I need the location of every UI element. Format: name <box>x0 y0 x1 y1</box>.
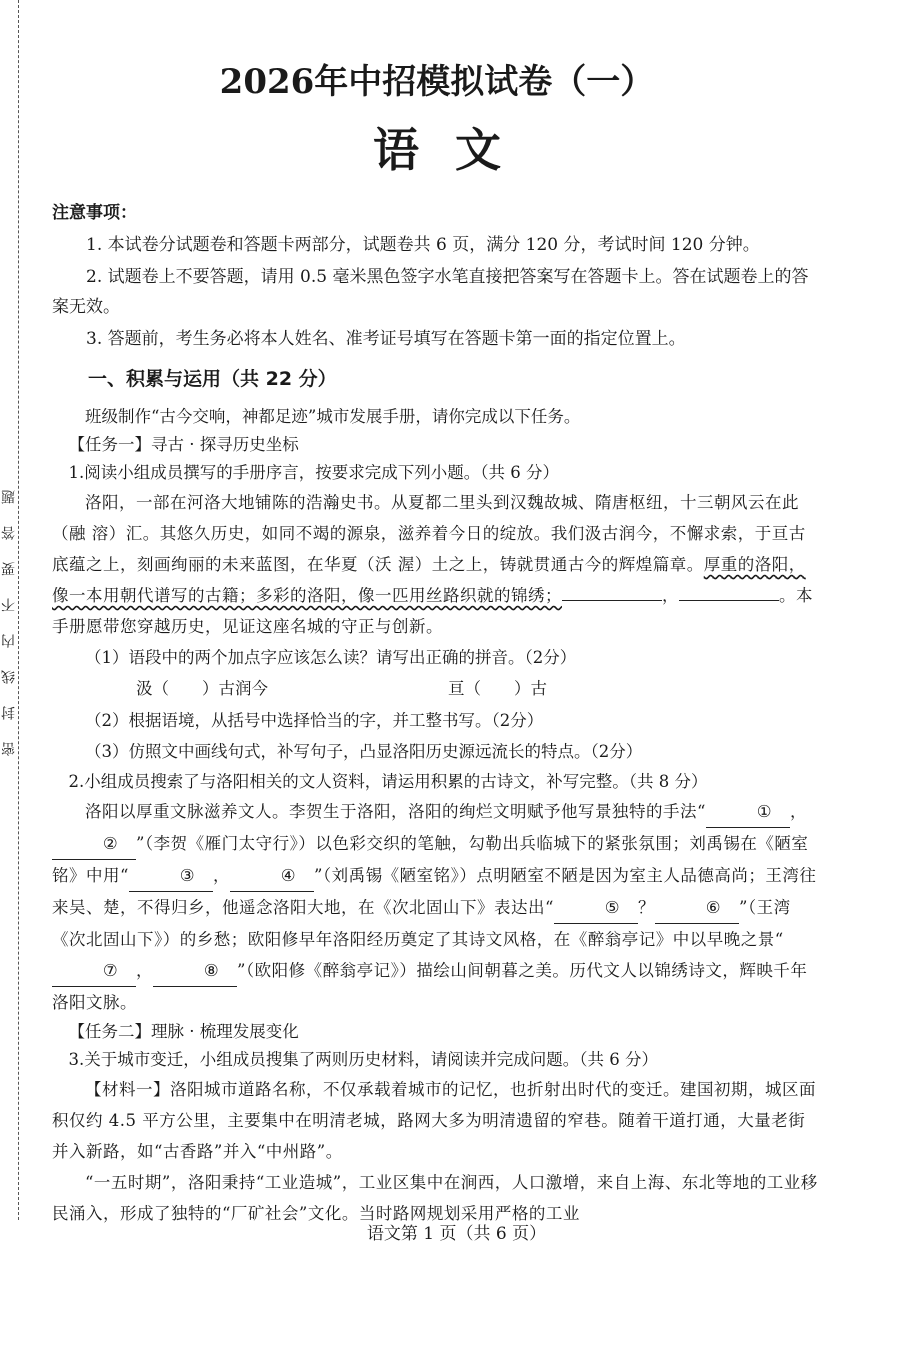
blank-8: ⑧ <box>153 955 237 987</box>
question-1-sub-3: （3）仿照文中画线句式，补写句子，凸显洛阳历史源远流长的特点。（2分） <box>85 742 643 761</box>
q2-comma-2: ， <box>212 866 230 885</box>
notice-title: 注意事项： <box>52 203 137 223</box>
section-intro: 班级制作“古今交响，神都足迹”城市发展手册，请你完成以下任务。 <box>85 407 581 426</box>
passage-separator: ， <box>662 586 679 605</box>
binding-dashed-line <box>18 0 19 1220</box>
blank-5: ⑤ <box>554 892 638 924</box>
passage-blank-1 <box>562 600 662 601</box>
blank-1: ① <box>706 796 790 828</box>
passage-underlined-sentence: 厚重的洛阳，像一本用朝代谱写的古籍；多彩的洛阳，像一匹用丝路织就的锦绣； <box>52 555 806 605</box>
blank-6: ⑥ <box>655 892 739 924</box>
exam-page <box>52 58 822 1229</box>
pinyin-item-1: 汲（ ）古润今 <box>136 679 268 698</box>
q2-text-1: 洛阳以厚重文脉滋养文人。李贺生于洛阳，洛阳的绚烂文明赋予他写景独特的手法“ <box>85 802 706 821</box>
exam-title: 2026年中招模拟试卷（一） <box>219 62 655 102</box>
binding-strip <box>0 0 26 1345</box>
q2-question-mark: ？ <box>637 898 655 917</box>
q2-text-4: ”（王湾《次北固山下》）的乡愁；欧阳修早年洛阳经历奠定了其诗文风格，在《醉翁亭记》中以早晚之景“ <box>52 898 791 949</box>
question-2-passage <box>52 796 822 1018</box>
q2-text-2: ”（李贺《雁门太守行》）以色彩交织的笔触，勾勒出兵临城下的紧张氛围；刘禹锡在《陋室铭》中用“ <box>52 834 809 885</box>
question-1-sub-1: （1）语段中的两个加点字应该怎么读？请写出正确的拼音。（2分） <box>85 648 577 667</box>
notice-item-3: 3. 答题前，考生务必将本人姓名、准考证号填写在答题卡第一面的指定位置上。 <box>86 329 686 349</box>
question-1-passage <box>52 487 822 642</box>
blank-4: ④ <box>230 860 314 892</box>
binding-seal-text: 密封线内不要答题 <box>1 468 17 756</box>
blank-7: ⑦ <box>52 955 136 987</box>
passage-part-a: 洛阳，一部在河洛大地铺陈的浩瀚史书。从夏都二里头到汉魏故城、隋唐枢纽，十三朝风云在此（融 溶）汇。其悠久历史，如同不竭的源泉，滋养着今日的绽放。我们汲古润今，不懈求索，于亘古底蕴之上，刻画绚丽的未来蓝图，在华夏（沃 渥）土之上，铸就贯通古今的辉煌篇章。 <box>52 493 806 574</box>
q2-comma-1: ， <box>789 802 807 821</box>
section-heading: 一、积累与运用（共 22 分） <box>88 368 337 390</box>
question-2-stem: 2.小组成员搜索了与洛阳相关的文人资料，请运用积累的古诗文，补写完整。（共 8 分） <box>68 772 708 791</box>
notice-item-1: 1. 本试卷分试题卷和答题卡两部分，试题卷共 6 页，满分 120 分，考试时间 120 分钟。 <box>86 235 760 255</box>
material-1-text: 洛阳城市道路名称，不仅承载着城市的记忆，也折射出时代的变迁。建国初期，城区面积仅约 4.5 平方公里，主要集中在明清老城，路网大多为明清遗留的窄巷。随着干道打通，大量老街并入新路，如“古香路”并入“中州路”。 <box>52 1080 816 1161</box>
notice-item-2: 2. 试题卷上不要答题，请用 0.5 毫米黑色签字水笔直接把答案写在答题卡上。答在试题卷上的答案无效。 <box>52 267 809 317</box>
q2-text-5: ”（欧阳修《醉翁亭记》）描绘山间朝暮之美。历代文人以锦绣诗文，辉映千年洛阳文脉。 <box>52 961 808 1012</box>
material-1 <box>52 1074 822 1167</box>
blank-3: ③ <box>129 860 213 892</box>
question-3-stem: 3.关于城市变迁，小组成员搜集了两则历史材料，请阅读并完成问题。（共 6 分） <box>68 1050 658 1069</box>
pinyin-row <box>52 673 822 705</box>
task-2-heading: 【任务二】理脉 · 梳理发展变化 <box>68 1022 299 1041</box>
passage-blank-2 <box>679 600 779 601</box>
material-1-continued: “一五时期”，洛阳秉持“工业造城”，工业区集中在涧西，人口激增，来自上海、东北等地的工业移民涌入，形成了独特的“厂矿社会”文化。当时路网规划采用严格的工业 <box>52 1173 818 1223</box>
material-1-label: 【材料一】 <box>85 1080 170 1099</box>
blank-2: ② <box>52 828 136 860</box>
question-1-stem: 1.阅读小组成员撰写的手册序言，按要求完成下列小题。（共 6 分） <box>68 463 559 482</box>
subject-title: 语文 <box>373 123 537 177</box>
question-1-sub-2: （2）根据语境，从括号中选择恰当的字，并工整书写。（2分） <box>85 711 544 730</box>
q2-comma-3: ， <box>136 961 153 980</box>
task-1-heading: 【任务一】寻古 · 探寻历史坐标 <box>68 435 299 454</box>
passage-part-b: 。本手册愿带您穿越历史，见证这座名城的守正与创新。 <box>52 586 813 636</box>
pinyin-item-2: 亘（ ）古 <box>448 679 547 698</box>
page-footer: 语文第 1 页（共 6 页） <box>366 1224 547 1244</box>
q2-text-3: ”（刘禹锡《陋室铭》）点明陋室不陋是因为室主人品德高尚；王湾往来吴、楚，不得归乡，他遥念洛阳大地，在《次北固山下》表达出“ <box>52 866 817 917</box>
